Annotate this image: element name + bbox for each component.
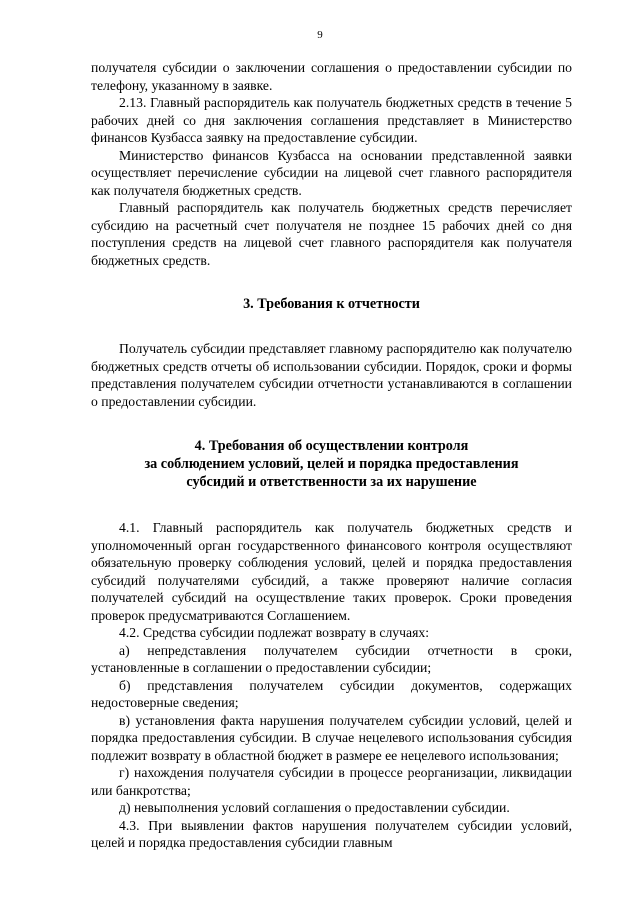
page-number: 9 xyxy=(317,29,323,41)
document-body xyxy=(91,59,572,852)
paragraph-4-1: 4.1. Главный распорядитель как получатель бюджетных средств и уполномоченный орган государственного финансового контроля осуществляют обязательную проверку соблюдения условий, целей и порядка предоставления субсидий получателями субсидий, а также проверяют наличие согласия получателей субсидий на осуществление таких проверок. Сроки проведения проверок предусматриваются Соглашением. xyxy=(91,520,572,623)
paragraph-ministry-transfer: Министерство финансов Кузбасса на основании представленной заявки осуществляет перечисление субсидии на лицевой счет главного распорядителя как получателя бюджетных средств. xyxy=(91,147,572,198)
list-item-b: б) представления получателем субсидии документов, содержащих недостоверные сведения; xyxy=(91,677,572,710)
list-item-a: а) непредставления получателем субсидии отчетности в сроки, установленные в соглашении о предоставлении субсидии; xyxy=(91,642,572,675)
section-4-heading-line: за соблюдением условий, целей и порядка предоставления xyxy=(144,456,519,472)
section-4-heading-line: субсидий и ответственности за их нарушение xyxy=(186,474,477,490)
list-item-d: д) невыполнения условий соглашения о предоставлении субсидии. xyxy=(119,800,510,815)
section-4-heading-line: 4. Требования об осуществлении контроля xyxy=(194,438,469,454)
section-3-heading: 3. Требования к отчетности xyxy=(243,296,420,312)
paragraph-continuation: получателя субсидии о заключении соглашения о предоставлении субсидии по телефону, указанному в заявке. xyxy=(91,60,572,93)
paragraph-4-3: 4.3. При выявлении фактов нарушения получателем субсидии условий, целей и порядка предоставления субсидии главным xyxy=(91,817,572,850)
paragraph-4-2: 4.2. Средства субсидии подлежат возврату в случаях: xyxy=(119,625,430,640)
paragraph-recipient-transfer: Главный распорядитель как получатель бюджетных средств перечисляет субсидию на расчетный счет получателя не позднее 15 рабочих дней со дня поступления средств на лицевой счет главного распорядителя как получателя бюджетных средств. xyxy=(91,200,572,268)
list-item-v: в) установления факта нарушения получателем субсидии условий, целей и порядка предоставления субсидии. В случае нецелевого использования субсидия подлежит возврату в областной бюджет в размере ее нецелевого использования; xyxy=(91,712,572,763)
section-4-heading xyxy=(91,437,572,491)
paragraph-2-13: 2.13. Главный распорядитель как получатель бюджетных средств в течение 5 рабочих дней со дня заключения соглашения представляет в Министерство финансов Кузбасса заявку на предоставление субсидии. xyxy=(91,95,572,145)
section-3-text: Получатель субсидии представляет главному распорядителю как получателю бюджетных средств отчеты об использовании субсидии. Порядок, сроки и формы представления получателем субсидии отчетности устанавливаются в соглашении о предоставлении субсидии. xyxy=(91,341,572,409)
list-item-g: г) нахождения получателя субсидии в процессе реорганизации, ликвидации или банкротства; xyxy=(91,765,572,798)
